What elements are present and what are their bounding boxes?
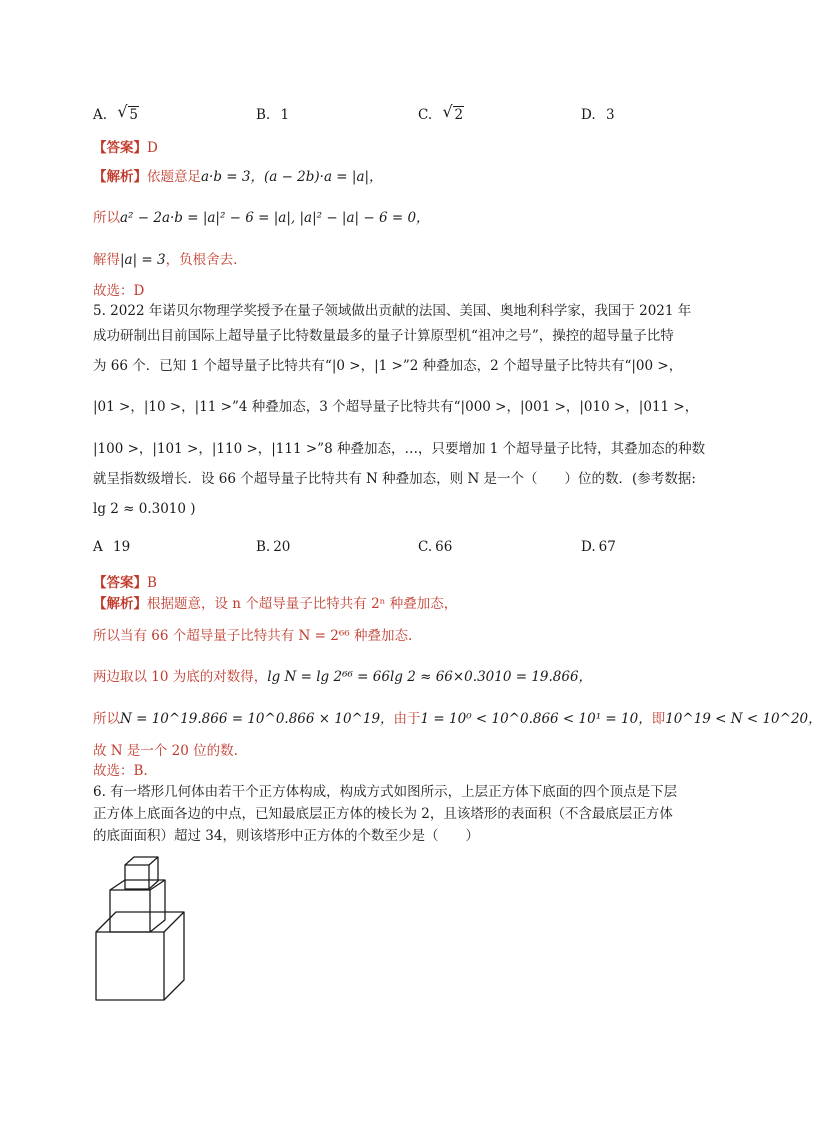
- q5-option-a: [93, 538, 130, 556]
- q5-answer: [93, 574, 157, 592]
- answer-label: 【答案】: [93, 575, 147, 591]
- q4-analysis-line-1: [93, 168, 383, 186]
- analysis-math: |a| = 3: [120, 252, 166, 268]
- analysis-math: 10^19 < N < 10^20，: [665, 711, 822, 727]
- q4-answer: [93, 139, 158, 157]
- answer-value: D: [147, 140, 158, 156]
- q5-analysis-line-5: 故 N 是一个 20 位的数.: [93, 743, 238, 759]
- sqrt-symbol: [117, 102, 139, 124]
- analysis-text: 根据题意，设 n 个超导量子比特共有 2ⁿ 种叠加态，: [147, 596, 458, 612]
- analysis-label: 【解析】: [93, 596, 147, 612]
- analysis-text: ，负根舍去.: [165, 252, 238, 268]
- q5-stem-line-3: 为 66 个．已知 1 个超导量子比特共有“|0 >，|1 >”2 种叠加态，2 个超导量子比特共有“|00 >，: [93, 358, 683, 374]
- q4-analysis-line-3: [93, 251, 237, 269]
- q4-option-a: [93, 102, 139, 124]
- analysis-math: N = 10^19.866 = 10^0.866 × 10^19，: [120, 711, 394, 727]
- analysis-text: 由于: [393, 711, 421, 727]
- analysis-math: a·b = 3，(a − 2b)·a = |a|，: [201, 169, 383, 185]
- q5-option-d: [581, 538, 616, 556]
- q5-analysis-line-4: [93, 710, 822, 728]
- option-letter: D.: [581, 539, 596, 555]
- option-letter: A: [93, 539, 103, 555]
- option-letter: C.: [418, 107, 433, 123]
- sqrt-symbol: [442, 102, 464, 124]
- q4-option-b: [256, 106, 289, 124]
- q5-stem-line-6: 就呈指数级增长．设 66 个超导量子比特共有 N 种叠加态，则 N 是一个（ ）位的数．(参考数据:: [93, 471, 696, 487]
- q5-stem-line-1: 5. 2022 年诺贝尔物理学奖授予在量子领域做出贡献的法国、美国、奥地利科学家，我国于 2021 年: [93, 303, 692, 319]
- option-value: 20: [273, 539, 291, 555]
- analysis-math: 1 = 10⁰ < 10^0.866 < 10¹ = 10，: [420, 711, 652, 727]
- q5-stem-line-2: 成功研制出目前国际上超导量子比特数量最多的量子计算原型机“祖冲之号”，操控的超导量子比特: [93, 328, 674, 344]
- answer-label: 【答案】: [93, 140, 147, 156]
- option-value: 1: [280, 107, 290, 123]
- q4-option-c: [418, 102, 464, 124]
- q6-stem-line-2: 正方体上底面各边的中点，已知最底层正方体的棱长为 2，且该塔形的表面积（不含最底层正方体: [93, 806, 673, 822]
- analysis-text: 所以: [93, 711, 120, 727]
- q5-conclusion: 故选：B.: [93, 763, 148, 779]
- q4-option-d: [581, 106, 615, 124]
- option-letter: B.: [256, 107, 271, 123]
- q5-stem-line-7: lg 2 ≈ 0.3010 ): [93, 501, 196, 517]
- analysis-label: 【解析】: [93, 169, 147, 185]
- q6-stem-line-3: 的底面面积）超过 34，则该塔形中正方体的个数至少是（ ）: [93, 828, 479, 844]
- analysis-math: lg N = lg 2⁶⁶ = 66lg 2 ≈ 66×0.3010 = 19.866，: [267, 669, 593, 685]
- q5-analysis-line-2: 所以当有 66 个超导量子比特共有 N = 2⁶⁶ 种叠加态.: [93, 628, 413, 644]
- q5-analysis-line-3: [93, 668, 592, 686]
- radical-sign: √: [117, 102, 128, 121]
- analysis-text: 依题意足: [147, 169, 201, 185]
- analysis-math: a² − 2a·b = |a|² − 6 = |a|, |a|² − |a| − 6 = 0，: [120, 210, 430, 226]
- answer-value: B: [147, 575, 157, 591]
- option-letter: B.: [256, 539, 271, 555]
- q5-option-b: [256, 538, 290, 556]
- q5-stem-line-5: |100 >，|101 >，|110 >，|111 >”8 种叠加态，…，只要增加 1 个超导量子比特，其叠加态的种数: [93, 441, 706, 457]
- analysis-text: 所以: [93, 210, 120, 226]
- q5-stem-line-4: |01 >，|10 >，|11 >”4 种叠加态，3 个超导量子比特共有“|000 >，|001 >，|010 >，|011 >，: [93, 399, 699, 415]
- option-value: 66: [435, 539, 453, 555]
- tower-cubes-figure: [93, 850, 203, 1002]
- analysis-text: 解得: [93, 252, 120, 268]
- option-letter: D.: [581, 107, 596, 123]
- option-value: 19: [113, 539, 131, 555]
- option-value: 5: [129, 107, 138, 123]
- option-value: 2: [454, 107, 464, 123]
- option-letter: A.: [93, 107, 108, 123]
- option-value: 67: [598, 539, 616, 555]
- q4-analysis-line-2: [93, 209, 430, 227]
- q4-conclusion: [93, 282, 144, 300]
- analysis-text: 即: [651, 711, 666, 727]
- q5-analysis-line-1: [93, 595, 457, 613]
- bottom-cube: [96, 912, 184, 1000]
- q6-stem-line-1: 6. 有一塔形几何体由若干个正方体构成，构成方式如图所示，上层正方体下底面的四个顶点是下层: [93, 784, 678, 800]
- option-letter: C.: [418, 539, 433, 555]
- conclusion-text: 故选：D: [93, 283, 145, 299]
- top-cube: [125, 857, 158, 889]
- analysis-text: 两边取以 10 为底的对数得，: [93, 669, 268, 685]
- radical-sign: √: [442, 102, 453, 121]
- q5-option-c: [418, 538, 452, 556]
- option-value: 3: [605, 107, 615, 123]
- middle-cube: [110, 880, 165, 932]
